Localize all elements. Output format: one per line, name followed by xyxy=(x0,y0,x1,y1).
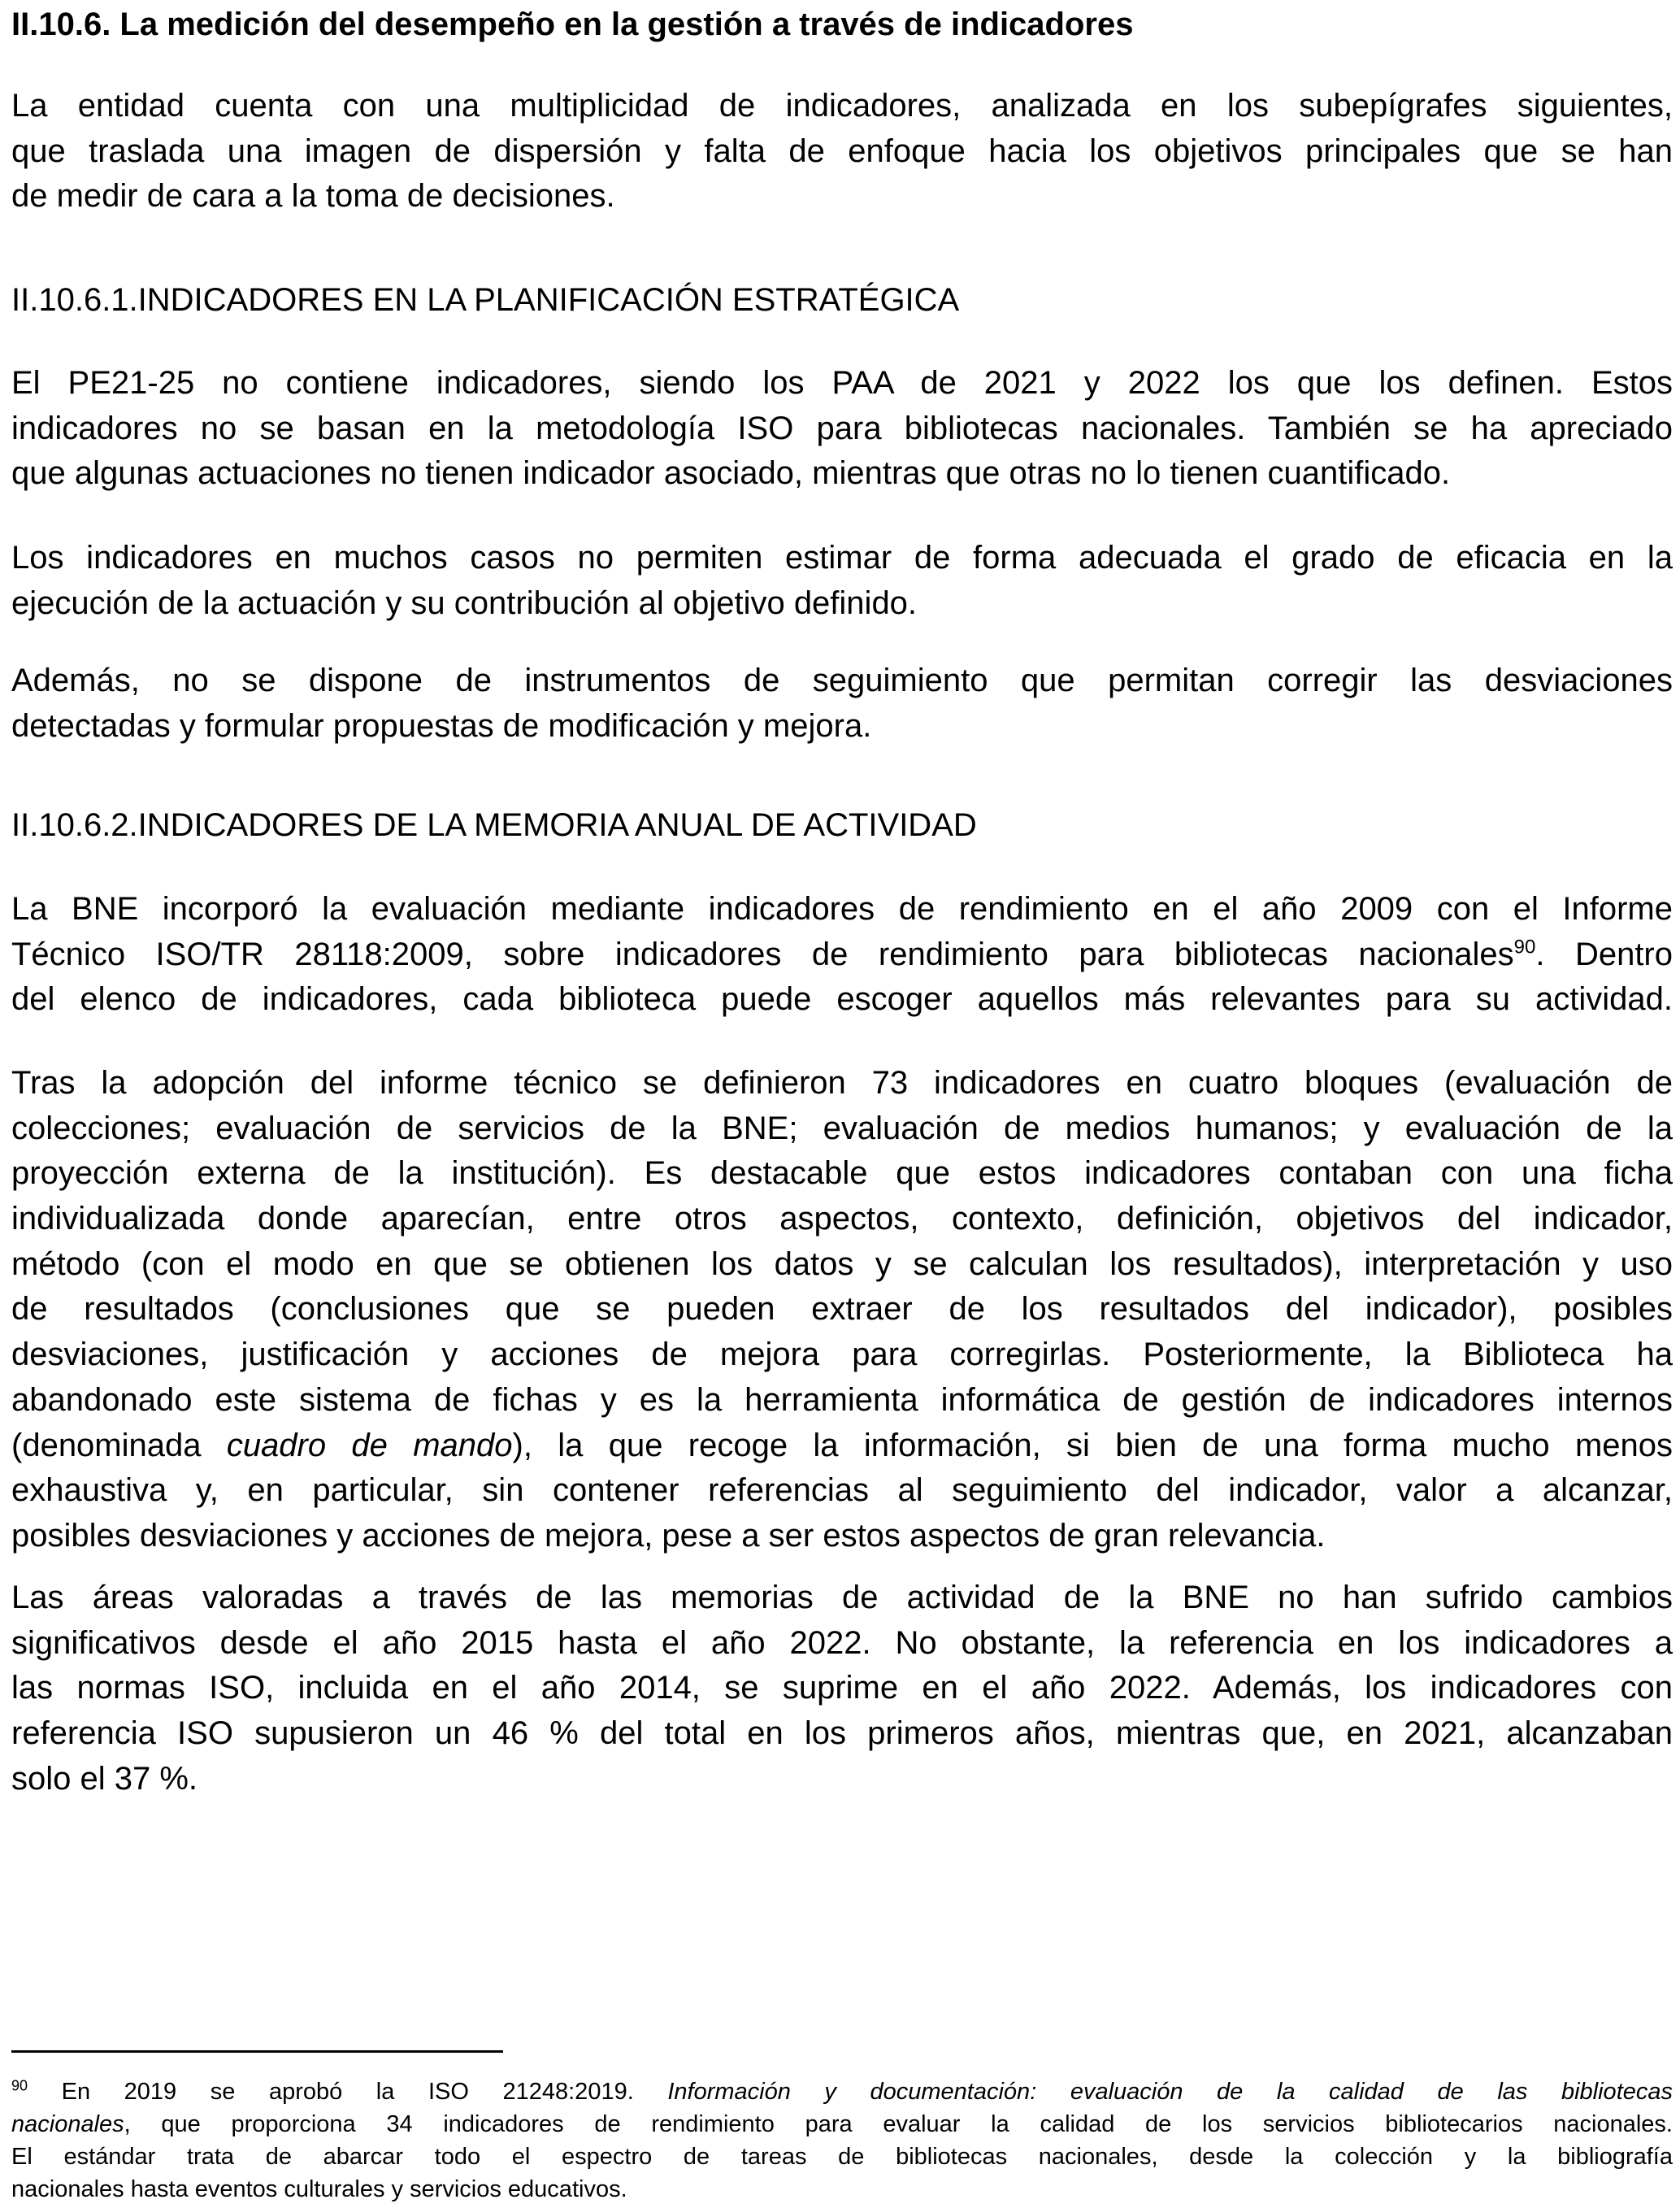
sub2-paragraph-2 xyxy=(11,1061,1673,1559)
text-segment: Técnico ISO/TR 28118:2009, sobre indicadores de rendimiento para bibliotecas nacionales xyxy=(11,936,1514,972)
sub2-paragraph-3 xyxy=(11,1576,1673,1802)
sub1-paragraph-3 xyxy=(11,658,1673,749)
text-line xyxy=(11,2108,1673,2141)
text-line: de resultados (conclusiones que se pueden extraer de los resultados del indicador), posibles xyxy=(11,1291,1673,1328)
text-line xyxy=(11,2075,1673,2108)
footnote-number: 90 xyxy=(11,2077,28,2094)
text-line: desviaciones, justificación y acciones de mejora para corregirlas. Posteriormente, la Biblioteca ha xyxy=(11,1337,1673,1373)
text-line: referencia ISO supusieron un 46 % del total en los primeros años, mientras que, en 2021, alcanzaban xyxy=(11,1715,1673,1752)
text-line: exhaustiva y, en particular, sin contener referencias al seguimiento del indicador, valor a alcanzar, xyxy=(11,1472,1673,1509)
intro-paragraph xyxy=(11,84,1673,219)
text-line: La BNE incorporó la evaluación mediante indicadores de rendimiento en el año 2009 con el Informe xyxy=(11,891,1673,927)
text-line: Los indicadores en muchos casos no permiten estimar de forma adecuada el grado de eficacia en la xyxy=(11,540,1673,576)
text-line: posibles desviaciones y acciones de mejora, pese a ser estos aspectos de gran relevancia. xyxy=(11,1517,1326,1554)
text-line: El estándar trata de abarcar todo el espectro de tareas de bibliotecas nacionales, desde la colección y la bibliografía xyxy=(11,2144,1673,2170)
text-segment: En 2019 se aprobó la ISO 21248:2019. xyxy=(28,2079,668,2105)
footnote xyxy=(11,2075,1673,2206)
text-line: Tras la adopción del informe técnico se definieron 73 indicadores en cuatro bloques (evaluación de xyxy=(11,1065,1673,1101)
text-line: de medir de cara a la toma de decisiones. xyxy=(11,178,615,215)
footnote-reference[interactable]: 90 xyxy=(1513,936,1536,958)
subheading-text: II.10.6.2.INDICADORES DE LA MEMORIA ANUAL DE ACTIVIDAD xyxy=(11,807,977,843)
text-line: colecciones; evaluación de servicios de la BNE; evaluación de medios humanos; y evaluación de la xyxy=(11,1110,1673,1146)
italic-term: cuadro de mando xyxy=(226,1427,513,1463)
text-line: las normas ISO, incluida en el año 2014, se suprime en el año 2022. Además, los indicadores con xyxy=(11,1670,1673,1706)
text-line: significativos desde el año 2015 hasta el año 2022. No obstante, la referencia en los indicadores a xyxy=(11,1624,1673,1661)
italic-title: Información y documentación: evaluación de la calidad de las bibliotecas xyxy=(667,2079,1673,2105)
section-heading xyxy=(11,2,1673,48)
text-line: ejecución de la actuación y su contribución al objetivo definido. xyxy=(11,585,918,621)
text-line: solo el 37 %. xyxy=(11,1760,198,1797)
text-line: Las áreas valoradas a través de las memorias de actividad de la BNE no han sufrido cambios xyxy=(11,1580,1673,1615)
sub1-paragraph-2 xyxy=(11,536,1673,626)
sub1-paragraph-1 xyxy=(11,361,1673,497)
heading-text: II.10.6. La medición del desempeño en la gestión a través de indicadores xyxy=(11,7,1134,42)
text-line xyxy=(11,932,1673,978)
footnote-divider xyxy=(11,2050,503,2053)
text-line: nacionales hasta eventos culturales y servicios educativos. xyxy=(11,2176,627,2202)
text-line: indicadores no se basan en la metodología ISO para bibliotecas nacionales. También se ha apreciado xyxy=(11,410,1673,446)
text-segment: . Dentro xyxy=(1535,936,1673,972)
text-line: método (con el modo en que se obtienen los datos y se calculan los resultados), interpretación y uso xyxy=(11,1245,1673,1282)
text-line: Además, no se dispone de instrumentos de seguimiento que permitan corregir las desviaciones xyxy=(11,663,1673,698)
text-line: del elenco de indicadores, cada biblioteca puede escoger aquellos más relevantes para su actividad. xyxy=(11,981,1673,1018)
text-line xyxy=(11,1423,1673,1469)
text-line: individualizada donde aparecían, entre otros aspectos, contexto, definición, objetivos del indicador, xyxy=(11,1201,1673,1237)
text-line: que traslada una imagen de dispersión y falta de enfoque hacia los objetivos principales que se han xyxy=(11,133,1673,169)
italic-title: nacionales xyxy=(11,2111,124,2137)
text-line: que algunas actuaciones no tienen indicador asociado, mientras que otras no lo tienen cuantificado. xyxy=(11,455,1451,492)
text-segment: (denominada xyxy=(11,1427,227,1463)
text-line: abandonado este sistema de fichas y es la herramienta informática de gestión de indicadores internos xyxy=(11,1381,1673,1418)
sub2-paragraph-1 xyxy=(11,887,1673,1023)
subheading-text: II.10.6.1.INDICADORES EN LA PLANIFICACIÓN ESTRATÉGICA xyxy=(11,282,960,318)
text-line: La entidad cuenta con una multiplicidad de indicadores, analizada en los subepígrafes siguientes, xyxy=(11,88,1673,124)
text-line: El PE21-25 no contiene indicadores, siendo los PAA de 2021 y 2022 los que los definen. Estos xyxy=(11,365,1673,401)
text-segment: , que proporciona 34 indicadores de rendimiento para evaluar la calidad de los servicios bibliotecarios nacionales. xyxy=(124,2111,1673,2137)
text-segment: ), la que recoge la información, si bien de una forma mucho menos xyxy=(512,1427,1673,1463)
subsection-2-title xyxy=(11,803,1673,849)
text-line: detectadas y formular propuestas de modificación y mejora. xyxy=(11,707,872,744)
subsection-1-title xyxy=(11,278,1673,324)
text-line: proyección externa de la institución). Es destacable que estos indicadores contaban con una ficha xyxy=(11,1155,1673,1192)
